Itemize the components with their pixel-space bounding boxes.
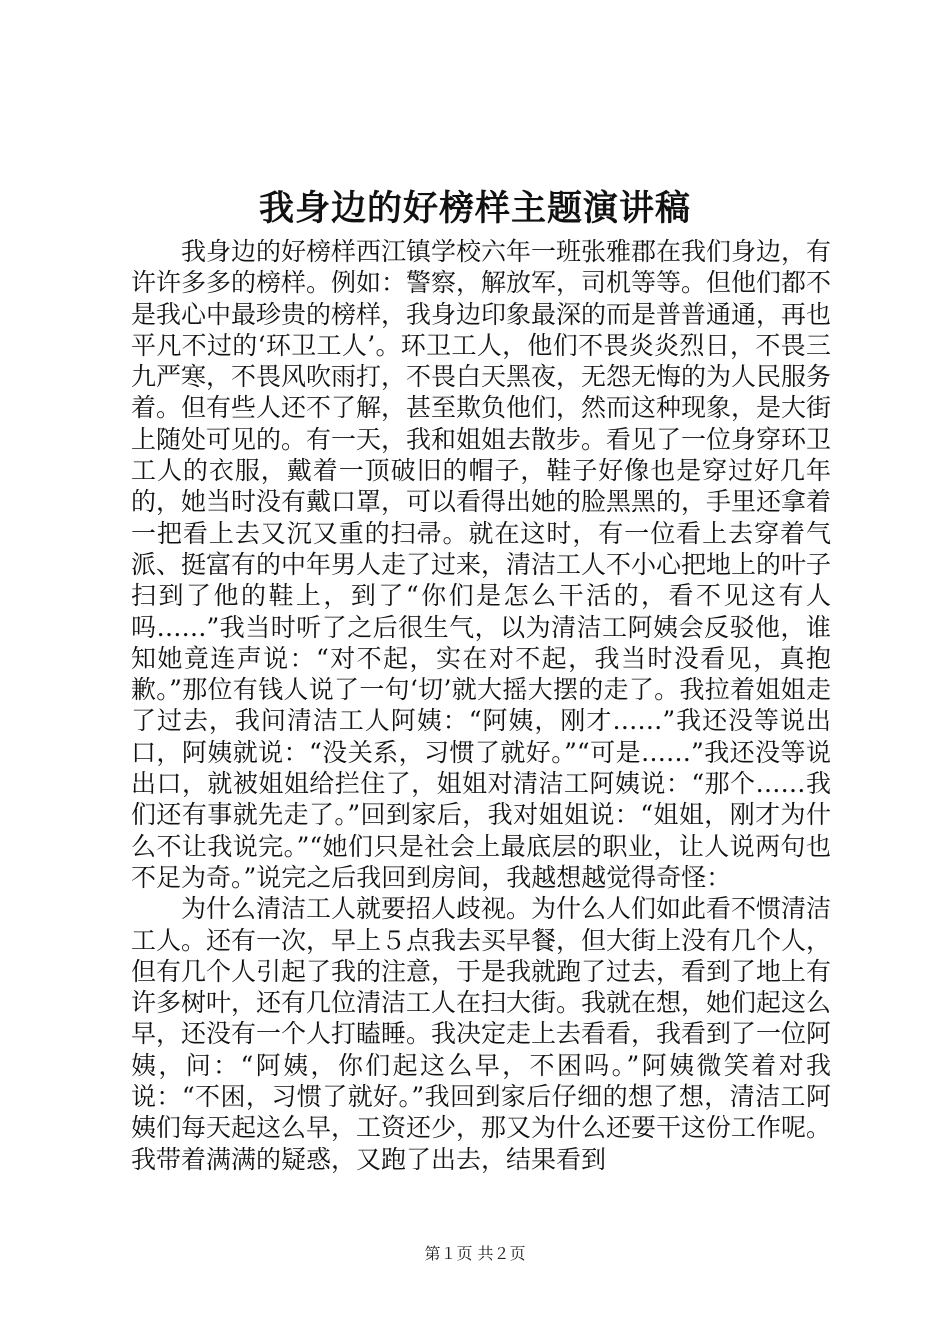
document-title: 我身边的好榜样主题演讲稿 [258,188,691,229]
document-body [131,236,831,1175]
paragraph-2: 为什么清洁工人就要招人歧视。为什么人们如此看不惯清洁工人。还有一次，早上５点我去买早餐，但大街上没有几个人，但有几个人引起了我的注意，于是我就跑了过去，看到了地上有许多树叶，还有几位清洁工人在扫大街。我就在想，她们起这么早，还没有一个人打瞌睡。我决定走上去看看，我看到了一位阿姨，问：“阿姨，你们起这么早，不困吗。”阿姨微笑着对我说：“不困，习惯了就好。”我回到家后仔细的想了想，清洁工阿姨们每天起这么早，工资还少，那又为什么还要干这份工作呢。我带着满满的疑惑，又跑了出去，结果看到 [131,894,832,1174]
paragraph-1: 我身边的好榜样西江镇学校六年一班张雅郡在我们身边，有许许多多的榜样。例如：警察，解放军，司机等等。但他们都不是我心中最珍贵的榜样，我身边印象最深的而是普普通通，再也平凡不过的‘环卫工人’。环卫工人，他们不畏炎炎烈日，不畏三九严寒，不畏风吹雨打，不畏白天黑夜，无怨无悔的为人民服务着。但有些人还不了解，甚至欺负他们，然而这种现象，是大街上随处可见的。有一天，我和姐姐去散步。看见了一位身穿环卫工人的衣服，戴着一顶破旧的帽子，鞋子好像也是穿过好几年的，她当时没有戴口罩，可以看得出她的脸黑黑的，手里还拿着一把看上去又沉又重的扫帚。就在这时，有一位看上去穿着气派、挺富有的中年男人走了过来，清洁工人不小心把地上的叶子扫到了他的鞋上，到了“你们是怎么干活的，看不见这有人吗……”我当时听了之后很生气，以为清洁工阿姨会反驳他，谁知她竟连声说：“对不起，实在对不起，我当时没看见，真抱歉。”那位有钱人说了一句‘切’就大摇大摆的走了。我拉着姐姐走了过去，我问清洁工人阿姨：“阿姨，刚才……”我还没等说出口，阿姨就说：“没关系，习惯了就好。”“可是……”我还没等说出口，就被姐姐给拦住了，姐姐对清洁工阿姨说：“那个……我们还有事就先走了。”回到家后，我对姐姐说：“姐姐，刚才为什么不让我说完。”“她们只是社会上最底层的职业，让人说两句也不足为奇。”说完之后我回到房间，我越想越觉得奇怪： [131,237,832,892]
page-number-footer: 第１页 共２页 [424,1244,526,1263]
